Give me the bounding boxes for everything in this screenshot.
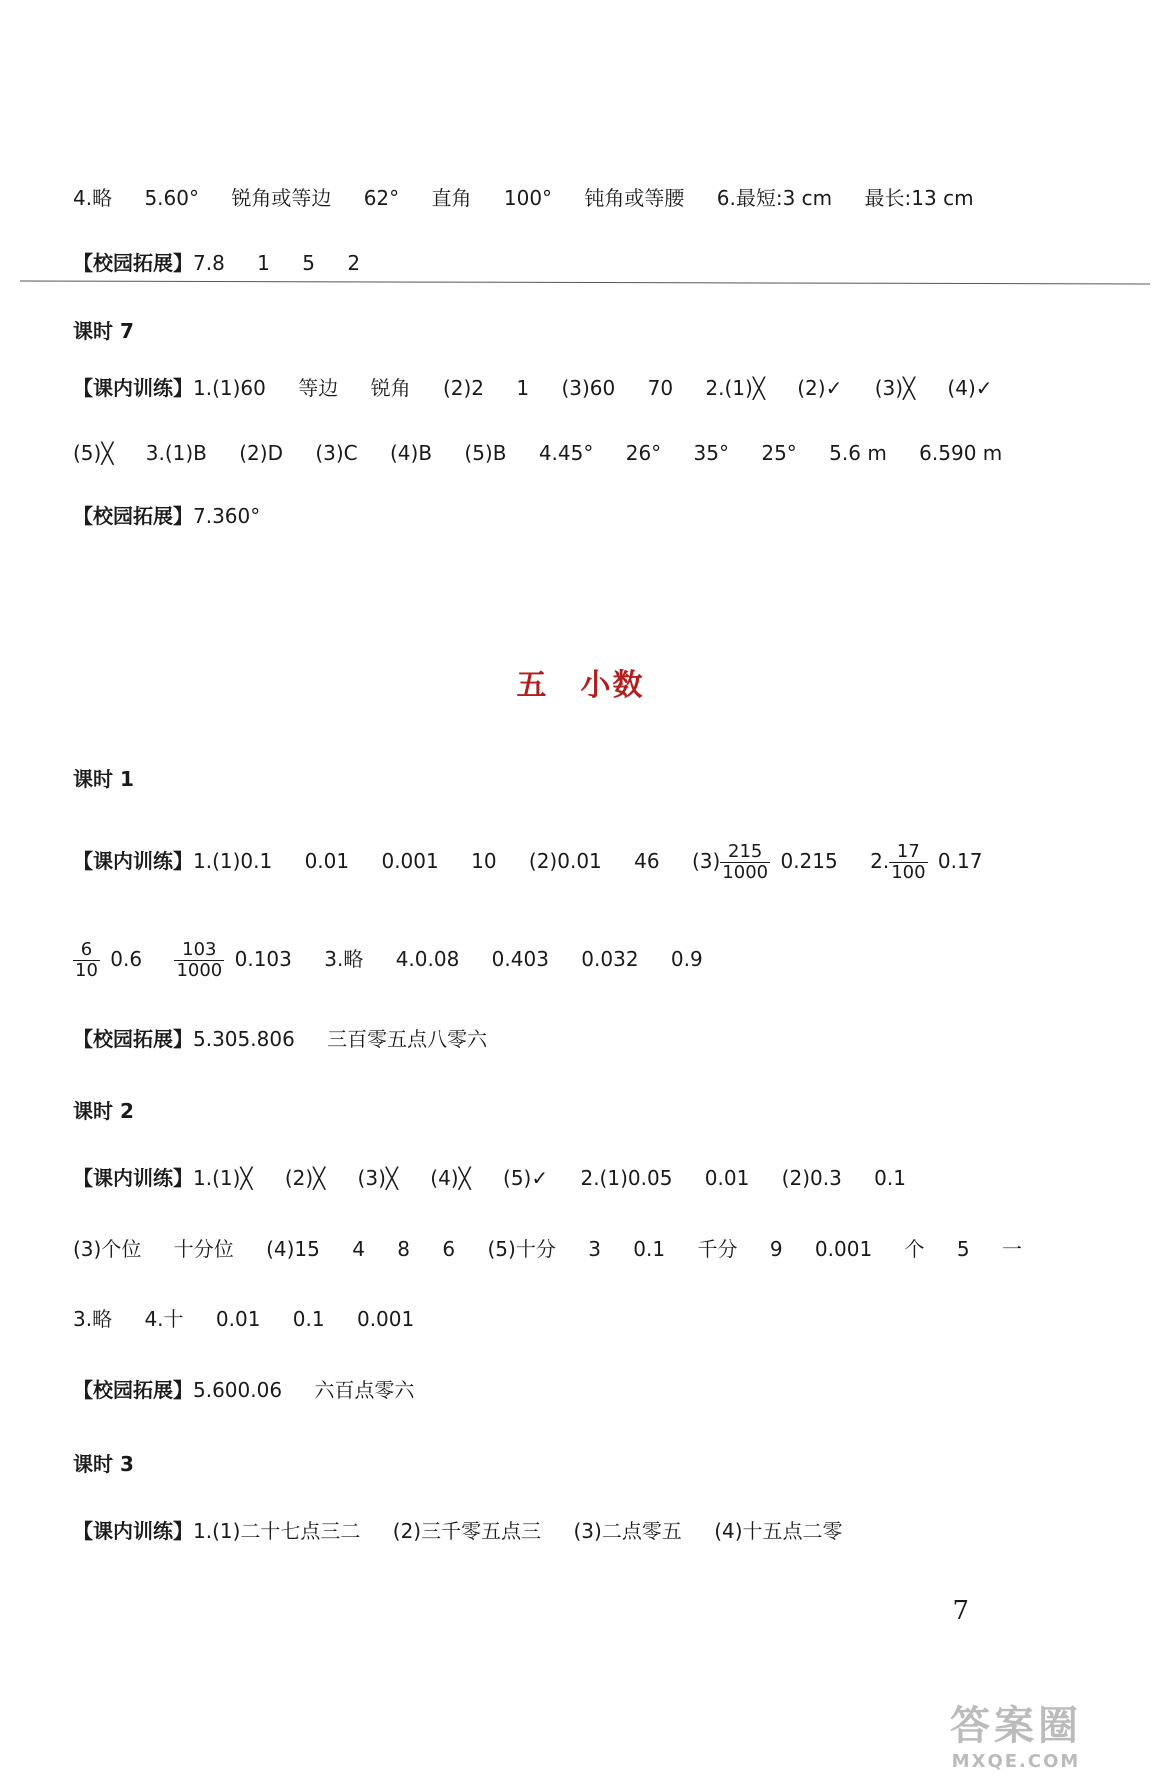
- answer-line-7: [73, 940, 703, 981]
- answer-item: 5.305.806: [193, 1027, 295, 1051]
- fraction: [73, 940, 100, 981]
- answer-item: 4.十: [144, 1307, 184, 1331]
- answer-item: 钝角或等腰: [584, 186, 685, 210]
- answer-item: (3)╳: [874, 376, 916, 400]
- answer-item: 7.360°: [193, 504, 261, 528]
- answer-item: 3.略: [324, 947, 364, 971]
- answer-item: 0.032: [581, 947, 639, 971]
- answer-item: 0.215: [780, 849, 838, 873]
- denominator: 10: [75, 960, 98, 981]
- answer-item: (5)╳: [73, 441, 114, 465]
- answer-item: 0.01: [704, 1166, 750, 1190]
- answer-item: 千分: [697, 1237, 738, 1261]
- answer-item: (3)60: [561, 376, 616, 400]
- answer-item: (5)B: [464, 441, 507, 465]
- answer-item: (2)D: [239, 441, 283, 465]
- answer-item: 1.(1)二十七点三二: [193, 1519, 361, 1543]
- answer-item: 0.001: [356, 1307, 415, 1331]
- numerator: 6: [80, 939, 93, 960]
- answer-line-1: [73, 185, 974, 211]
- answer-item: (3)二点零五: [573, 1519, 682, 1543]
- section-label: 【校园拓展】: [73, 251, 193, 275]
- answer-item: 6.最短:3 cm: [716, 186, 833, 210]
- answer-item: (3): [691, 849, 721, 873]
- chapter-name: 小数: [580, 668, 645, 703]
- answer-item: 3.(1)B: [145, 441, 207, 465]
- answer-item: 70: [647, 376, 674, 400]
- chapter-title: [0, 660, 1161, 704]
- answer-item: 等边: [298, 376, 339, 400]
- answer-item: (3)C: [315, 441, 358, 465]
- answer-item: 1: [257, 251, 270, 275]
- watermark-url: MXQE.COM: [951, 1751, 1081, 1772]
- answer-line-8: [73, 1026, 487, 1052]
- answer-item: 最长:13 cm: [864, 186, 974, 210]
- answer-item: (4)B: [389, 441, 433, 465]
- answer-item: 1.(1)╳: [193, 1166, 253, 1190]
- lesson-heading: 课时 1: [73, 767, 134, 791]
- answer-item: 六百点零六: [314, 1378, 415, 1402]
- answer-line-13: [73, 1518, 843, 1544]
- answer-item: (2)2: [442, 376, 485, 400]
- section-label: 【课内训练】: [73, 849, 193, 873]
- answer-item: 0.17: [937, 849, 983, 873]
- answer-item: 0.403: [491, 947, 549, 971]
- answer-item: (4)✓: [947, 376, 993, 400]
- answer-item: (4)十五点二零: [714, 1519, 843, 1543]
- watermark-text: 答案圈: [950, 1703, 1082, 1749]
- section-label: 【课内训练】: [73, 376, 193, 400]
- answer-item: 4.0.08: [395, 947, 460, 971]
- denominator: 100: [891, 862, 926, 883]
- divider-line: [20, 281, 1150, 285]
- denominator: 1000: [176, 960, 223, 981]
- answer-line-2: [73, 250, 360, 276]
- answer-item: 4: [352, 1237, 365, 1261]
- answer-item: (2)0.01: [528, 849, 602, 873]
- answer-line-12: [73, 1377, 414, 1403]
- answer-item: 5.600.06: [193, 1378, 283, 1402]
- answer-item: 2.: [870, 849, 890, 873]
- denominator: 1000: [722, 862, 769, 883]
- answer-item: 0.1: [633, 1237, 666, 1261]
- answer-item: 3.略: [73, 1307, 113, 1331]
- answer-item: 3: [588, 1237, 601, 1261]
- answer-item: 锐角或等边: [231, 186, 332, 210]
- answer-item: 锐角: [370, 376, 411, 400]
- section-label: 【课内训练】: [73, 1166, 193, 1190]
- answer-item: (4)╳: [430, 1166, 471, 1190]
- answer-item: 2: [347, 251, 361, 275]
- answer-item: 0.1: [874, 1166, 906, 1190]
- section-label: 【校园拓展】: [73, 1378, 193, 1402]
- answer-item: 7.8: [193, 251, 225, 275]
- answer-item: 9: [769, 1237, 783, 1261]
- answer-item: 0.9: [670, 947, 703, 971]
- answer-item: (5)十分: [487, 1237, 556, 1261]
- answer-item: 1.(1)0.1: [193, 849, 273, 873]
- fraction: [174, 940, 224, 981]
- answer-item: 8: [397, 1237, 411, 1261]
- answer-item: 62°: [363, 186, 400, 210]
- answer-item: 个: [904, 1237, 925, 1261]
- answer-item: 5.60°: [144, 186, 199, 210]
- answer-item: 0.001: [814, 1237, 873, 1261]
- answer-item: (3)╳: [357, 1166, 398, 1190]
- answer-item: 5: [302, 251, 315, 275]
- answer-item: 1.(1)60: [193, 376, 266, 400]
- section-label: 【校园拓展】: [73, 1027, 193, 1051]
- fraction: [720, 842, 770, 883]
- answer-item: 26°: [625, 441, 662, 465]
- answer-item: 6.590 m: [919, 441, 1003, 465]
- chapter-number: 五: [516, 668, 549, 703]
- answer-item: 0.1: [292, 1307, 325, 1331]
- answer-item: (3)个位: [73, 1237, 142, 1261]
- numerator: 17: [896, 841, 920, 862]
- answer-item: 十分位: [173, 1237, 234, 1261]
- answer-line-9: [73, 1165, 906, 1191]
- lesson-heading: 课时 7: [73, 319, 134, 343]
- answer-item: 46: [634, 849, 660, 873]
- answer-line-4: [73, 440, 1002, 466]
- answer-item: 0.6: [110, 947, 143, 971]
- answer-item: 4.45°: [538, 441, 594, 465]
- answer-line-3: [73, 375, 993, 401]
- answer-item: 4.略: [73, 186, 113, 210]
- answer-line-10: [73, 1236, 1022, 1262]
- answer-item: 10: [471, 849, 497, 873]
- answer-item: 0.01: [215, 1307, 261, 1331]
- answer-item: 5: [956, 1237, 970, 1261]
- lesson-heading: 课时 2: [73, 1099, 134, 1123]
- section-label: 【课内训练】: [73, 1519, 193, 1543]
- answer-item: 1: [516, 376, 530, 400]
- answer-item: (5)✓: [503, 1166, 549, 1190]
- answer-item: (2)✓: [797, 376, 843, 400]
- answer-item: 0.103: [234, 947, 292, 971]
- answer-item: 直角: [431, 186, 472, 210]
- answer-line-5: [73, 503, 260, 529]
- answer-item: 100°: [503, 186, 553, 210]
- answer-item: 0.01: [304, 849, 350, 873]
- page-number: 7: [952, 1596, 969, 1626]
- answer-line-6: [73, 842, 982, 883]
- answer-item: (2)三千零五点三: [392, 1519, 542, 1543]
- answer-item: 一: [1001, 1237, 1022, 1261]
- answer-item: 2.(1)╳: [705, 376, 765, 400]
- answer-item: 5.6 m: [829, 441, 887, 465]
- watermark-logo: [901, 1694, 1131, 1772]
- answer-item: 35°: [693, 441, 729, 465]
- answer-line-11: [73, 1306, 414, 1332]
- answer-item: 三百零五点八零六: [327, 1027, 488, 1051]
- answer-item: 2.(1)0.05: [580, 1166, 673, 1190]
- answer-item: 6: [442, 1237, 456, 1261]
- answer-item: 25°: [761, 441, 797, 465]
- numerator: 103: [182, 939, 217, 960]
- fraction: [889, 842, 927, 883]
- answer-item: (4)15: [266, 1237, 320, 1261]
- section-label: 【校园拓展】: [73, 504, 193, 528]
- numerator: 215: [728, 841, 763, 862]
- answer-item: (2)0.3: [781, 1166, 842, 1190]
- lesson-heading: 课时 3: [73, 1452, 134, 1476]
- answer-item: 0.001: [381, 849, 439, 873]
- answer-item: (2)╳: [284, 1166, 326, 1190]
